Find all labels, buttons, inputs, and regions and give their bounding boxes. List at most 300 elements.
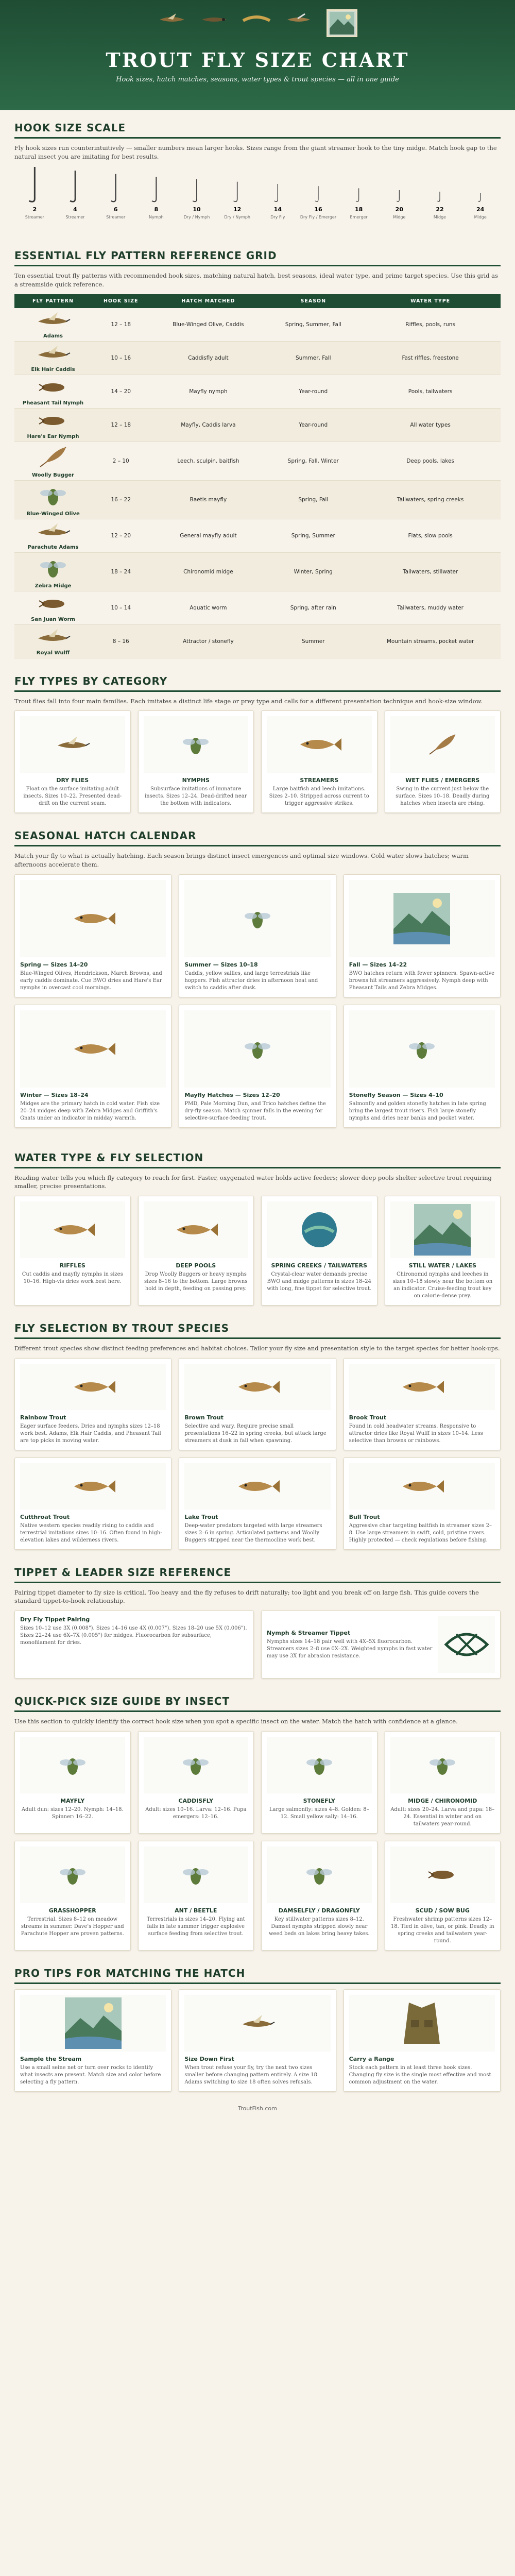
water-cell: Mountain streams, pocket water (360, 624, 501, 658)
hook-type-label: Dry / Nymph (183, 215, 210, 220)
hook-size-cell: 10 – 14 (92, 591, 150, 624)
hook-type-label: Dry / Nymph (224, 215, 250, 220)
info-card (261, 1196, 377, 1306)
hook-type-label: Midge (393, 215, 406, 220)
card-description: Terrestrials in sizes 14–20. Flying ant falls in late summer trigger explosive surface feeding from selective trout. (146, 1916, 245, 1937)
fly-icon (242, 9, 271, 30)
card-title: Mayfly Hatches — Sizes 12–20 (184, 1091, 280, 1098)
insect-cards (14, 1731, 501, 1951)
info-card (385, 1196, 501, 1306)
card-illustration-icon (267, 1846, 372, 1903)
card-title: Size Down First (184, 2055, 234, 2062)
hatch-card (14, 874, 171, 997)
card-illustration-icon (184, 1995, 330, 2052)
card-title: Summer — Sizes 10–18 (184, 961, 258, 968)
fly-name: Adams (43, 333, 63, 339)
section-intro: Trout flies fall into four main families. Each imitates a distinct life stage or prey type and calls for a different presentation technique and hook-size window. (14, 697, 483, 705)
fly-pattern-cell (14, 308, 92, 342)
card-description: Subsurface imitations of immature insects. Sizes 12–24. Dead-drifted near the bottom with indicators. (144, 786, 247, 807)
hatch-illustration-icon (20, 880, 166, 957)
card-title: Sample the Stream (20, 2055, 82, 2062)
card-title: Brook Trout (349, 1414, 387, 1421)
hook-type-label: Midge (474, 215, 487, 220)
hatch-cell: Caddisfly adult (150, 341, 266, 375)
hook-icon (478, 193, 480, 201)
hatch-calendar-section (0, 818, 515, 1140)
card-title: Nymph & Streamer Tippet (267, 1629, 351, 1636)
fly-name: Pheasant Tail Nymph (22, 400, 84, 406)
card-description: PMD, Pale Morning Dun, and Trico hatches define the dry-fly season. Match spinner falls in the evening for selective-surface-feeding trout. (184, 1100, 326, 1121)
card-illustration-icon (20, 716, 125, 773)
water-cell: Tailwaters, spring creeks (360, 480, 501, 519)
card-title: ANT / BEETLE (175, 1907, 217, 1914)
fly-pattern-icon (35, 444, 71, 471)
card-illustration-icon (390, 1846, 495, 1903)
hook-type-label: Midge (433, 215, 447, 220)
info-card (14, 1989, 171, 2092)
table-row (14, 442, 501, 480)
hook-icon (274, 184, 278, 201)
card-illustration-icon (184, 1364, 330, 1410)
hatch-cards (14, 874, 501, 1128)
card-description: When trout refuse your fly, try the next two sizes smaller before changing pattern entirely. A size 18 Adams switching to size 18 often solves refusals. (184, 2064, 317, 2085)
section-title: FLY TYPES BY CATEGORY (14, 675, 501, 692)
hook-icon (315, 187, 318, 202)
card-illustration-icon (20, 1463, 166, 1510)
hatch-row (14, 1005, 501, 1128)
hook-type-label: Streamer (65, 215, 85, 220)
page-header (0, 0, 515, 110)
hook-icon (152, 177, 156, 202)
card-description: Key stillwater patterns sizes 8–12. Damsel nymphs stripped slowly near weed beds on lakes bring heavy takes. (268, 1916, 370, 1937)
water-type-cards (14, 1196, 501, 1306)
card-illustration-icon (349, 1463, 495, 1510)
hatch-cell: Mayfly nymph (150, 375, 266, 408)
tippet-card (261, 1611, 501, 1679)
fly-pattern-cell (14, 552, 92, 591)
fly-pattern-icon (35, 411, 71, 433)
section-intro: Pairing tippet diameter to fly size is critical. Too heavy and the fly refuses to drift naturally; too light and you break off on large fish. This guide covers the standard tippet-to-hook relationship. (14, 1588, 479, 1605)
card-illustration-icon (20, 1995, 166, 2052)
tips-section (0, 1956, 515, 2097)
card-title: Dry Fly Tippet Pairing (20, 1616, 90, 1623)
card-title: GRASSHOPPER (48, 1907, 96, 1914)
card-illustration-icon (349, 1364, 495, 1410)
water-cell: Fast riffles, freestone (360, 341, 501, 375)
fly-name: Zebra Midge (35, 583, 72, 589)
card-title: SCUD / SOW BUG (415, 1907, 470, 1914)
water-cell: Pools, tailwaters (360, 375, 501, 408)
card-title: STREAMERS (300, 777, 339, 784)
season-cell: Year-round (266, 408, 360, 442)
card-title: Winter — Sizes 18–24 (20, 1091, 89, 1098)
hook-size-label: 8 (154, 206, 159, 213)
card-illustration-icon (144, 1846, 249, 1903)
card-illustration-icon (267, 716, 372, 773)
fly-pattern-cell (14, 519, 92, 552)
card-title: Rainbow Trout (20, 1414, 66, 1421)
hatch-card (179, 1005, 336, 1128)
fly-name: Parachute Adams (27, 544, 79, 550)
section-intro: Fly hook sizes run counterintuitively — smaller numbers mean larger hooks. Sizes range from the giant streamer hook to the tiny midge. Match hook gap to the natural insect you are imitating for best results. (14, 144, 497, 160)
hook-scale-chart (14, 166, 501, 228)
info-card (138, 710, 254, 813)
tippet-card (14, 1611, 254, 1679)
card-title: DRY FLIES (56, 777, 89, 784)
hatch-illustration-icon (184, 1010, 330, 1088)
season-cell: Spring, Summer, Fall (266, 308, 360, 342)
water-type-section (0, 1140, 515, 1311)
card-title: CADDISFLY (178, 1797, 214, 1804)
hatch-cell: Leech, sculpin, baitfish (150, 442, 266, 480)
fly-pattern-icon (35, 627, 71, 649)
logo-icon (327, 9, 357, 37)
card-description: Float on the surface imitating adult insects. Sizes 10–22. Presented dead-drift on the current seam. (23, 786, 122, 807)
section-title: FLY SELECTION BY TROUT SPECIES (14, 1322, 501, 1339)
section-intro: Use this section to quickly identify the correct hook size when you spot a specific insect on the water. Match the hatch with confidence at a glance. (14, 1718, 458, 1725)
hook-icon (193, 179, 197, 201)
card-illustration-icon (20, 1364, 166, 1410)
species-section (0, 1311, 515, 1555)
info-card (261, 1731, 377, 1834)
table-row (14, 591, 501, 624)
water-cell: All water types (360, 408, 501, 442)
table-row (14, 308, 501, 342)
card-title: Spring — Sizes 14–20 (20, 961, 88, 968)
info-card (385, 710, 501, 813)
fly-name: Hare's Ear Nymph (27, 433, 79, 439)
card-description: Selective and wary. Require precise small presentations 16–22 in spring creeks, but attack large streamers at dusk in fall when spawning. (184, 1423, 327, 1444)
card-illustration-icon (20, 1846, 125, 1903)
section-title: WATER TYPE & FLY SELECTION (14, 1151, 501, 1168)
hook-type-label: Streamer (106, 215, 126, 220)
card-title: SPRING CREEKS / TAILWATERS (271, 1262, 367, 1269)
hatch-cell: Attractor / stonefly (150, 624, 266, 658)
header-fly-icons (0, 0, 515, 37)
hook-size-label: 10 (193, 206, 201, 213)
fly-pattern-cell (14, 408, 92, 442)
hook-icon (437, 192, 440, 201)
hatch-illustration-icon (349, 1010, 495, 1088)
info-card (14, 710, 131, 813)
card-description: Sizes 10–12 use 3X (0.008"). Sizes 14–16 use 4X (0.007"). Sizes 18–20 use 5X (0.006"). Sizes 22–24 use 6X–7X (0.005") for midges. Fluorocarbon for subsurface, monofilament for dries. (20, 1625, 247, 1646)
section-intro: Reading water tells you which fly category to reach for first. Faster, oxygenated water holds active feeders; slower deep pools shelter selective trout requiring smaller, precise presentations. (14, 1174, 492, 1190)
fly-pattern-cell (14, 624, 92, 658)
hook-scale-section (0, 110, 515, 238)
hook-size-label: 18 (355, 206, 363, 213)
hatch-card (344, 874, 501, 997)
hook-icon (70, 171, 75, 202)
info-card (344, 1989, 501, 2092)
card-title: Cutthroat Trout (20, 1513, 70, 1520)
card-description: Native western species readily rising to caddis and terrestrial imitations sizes 10–16. Often found in high-elevation lakes and wilderness rivers. (20, 1522, 162, 1543)
info-card (261, 1841, 377, 1951)
water-cell: Deep pools, lakes (360, 442, 501, 480)
hook-size-label: 16 (314, 206, 322, 213)
hatch-card (344, 1005, 501, 1128)
card-title: STILL WATER / LAKES (408, 1262, 476, 1269)
card-illustration-icon (144, 1201, 249, 1258)
fly-icon (284, 9, 313, 30)
info-card (179, 1989, 336, 2092)
card-illustration-icon (20, 1737, 125, 1793)
hatch-row (14, 874, 501, 997)
tippet-section (0, 1555, 515, 1684)
fly-pattern-icon (35, 377, 71, 399)
fly-pattern-icon (35, 555, 71, 582)
info-card (14, 1358, 171, 1450)
card-illustration-icon (390, 716, 495, 773)
card-description: Adult dun: sizes 12–20. Nymph: 14–18. Spinner: 16–22. (21, 1806, 124, 1820)
fly-name: Elk Hair Caddis (31, 366, 75, 372)
section-title: PRO TIPS FOR MATCHING THE HATCH (14, 1967, 501, 1984)
fly-icon (200, 9, 229, 30)
card-title: DAMSELFLY / DRAGONFLY (278, 1907, 360, 1914)
info-card (344, 1458, 501, 1550)
card-description: Use a small seine net or turn over rocks to identify what insects are present. Match size and color before selecting a fly pattern. (20, 2064, 161, 2085)
card-illustration-icon (20, 1201, 125, 1258)
hatch-card (14, 1005, 171, 1128)
fly-pattern-cell (14, 442, 92, 480)
card-description: Drop Woolly Buggers or heavy nymphs sizes 8–16 to the bottom. Large browns hold in depth, feeding on passing prey. (144, 1272, 248, 1292)
hook-type-label: Streamer (25, 215, 44, 220)
card-description: Stock each pattern in at least three hook sizes. Changing fly size is the single most effective and most common adjustment on the water. (349, 2064, 491, 2085)
card-illustration-icon (390, 1737, 495, 1793)
card-description: Eager surface feeders. Dries and nymphs sizes 12–18 work best. Adams, Elk Hair Caddis, and Pheasant Tail are top picks in moving water. (20, 1423, 161, 1444)
fly-pattern-cell (14, 375, 92, 408)
hatch-cell: Blue-Winged Olive, Caddis (150, 308, 266, 342)
hook-type-label: Dry Fly (270, 215, 285, 220)
card-description: Adult: sizes 10–16. Larva: 12–16. Pupa emergers: 12–16. (145, 1806, 247, 1820)
card-description: Freshwater shrimp patterns sizes 12–18. Tied in olive, tan, or pink. Deadly in spring creeks and tailwaters year-round. (390, 1916, 494, 1944)
card-title: Carry a Range (349, 2055, 394, 2062)
hook-scale-svg (14, 166, 501, 228)
section-intro: Match your fly to what is actually hatching. Each season brings distinct insect emergences and optimal size windows. Cold water slows hatches; warm afternoons accelerate them. (14, 852, 469, 869)
info-card (261, 710, 377, 813)
hook-size-cell: 18 – 24 (92, 552, 150, 591)
card-description: Salmonfly and golden stonefly hatches in late spring bring the largest trout risers. Fish large stonefly nymphs and dries near banks and pocket water. (349, 1100, 486, 1121)
fly-pattern-icon (35, 594, 71, 616)
card-illustration-icon (267, 1737, 372, 1793)
table-row (14, 624, 501, 658)
fly-pattern-cell (14, 480, 92, 519)
water-cell: Tailwaters, muddy water (360, 591, 501, 624)
hatch-illustration-icon (184, 880, 330, 957)
hook-icon (397, 190, 399, 201)
fly-name: San Juan Worm (31, 616, 75, 622)
hook-size-cell: 16 – 22 (92, 480, 150, 519)
season-cell: Year-round (266, 375, 360, 408)
table-row (14, 552, 501, 591)
info-card (14, 1458, 171, 1550)
card-title: Bull Trout (349, 1513, 380, 1520)
table-row (14, 341, 501, 375)
card-illustration-icon (390, 1201, 495, 1258)
card-title: DEEP POOLS (176, 1262, 216, 1269)
section-title: ESSENTIAL FLY PATTERN REFERENCE GRID (14, 249, 501, 266)
hook-size-cell: 12 – 20 (92, 519, 150, 552)
table-row (14, 480, 501, 519)
species-cards (14, 1358, 501, 1550)
card-illustration-icon (144, 716, 249, 773)
info-card (385, 1731, 501, 1834)
card-description: Cut caddis and mayfly nymphs in sizes 10–16. High-vis dries work best here. (22, 1272, 123, 1285)
card-description: Deep-water predators targeted with large streamers sizes 2–6 in spring. Articulated patterns and Woolly Buggers stripped near the thermocline work best. (184, 1522, 322, 1543)
table-row (14, 519, 501, 552)
page-title: TROUT FLY SIZE CHART (106, 48, 409, 72)
hook-size-label: 4 (73, 206, 77, 213)
season-cell: Summer (266, 624, 360, 658)
card-description: Swing in the current just below the surface. Sizes 10–18. Deadly during hatches when insects are rising. (396, 786, 490, 807)
hook-size-cell: 2 – 10 (92, 442, 150, 480)
hook-icon (111, 174, 116, 202)
fly-icon (158, 9, 186, 30)
info-card (138, 1841, 254, 1951)
hook-size-cell: 12 – 18 (92, 408, 150, 442)
fly-name: Blue-Winged Olive (26, 511, 80, 517)
info-card (14, 1841, 131, 1951)
section-intro: Different trout species show distinct feeding preferences and habitat choices. Tailor your fly size and presentation style to the target species for better hook-ups. (14, 1345, 500, 1352)
hook-size-cell: 8 – 16 (92, 624, 150, 658)
fly-name: Woolly Bugger (31, 472, 75, 478)
card-description: Large salmonfly: sizes 4–8. Golden: 8–12. Small yellow sally: 14–16. (269, 1806, 369, 1820)
info-card (138, 1731, 254, 1834)
card-description: Chironomid nymphs and leeches in sizes 10–18 slowly near the bottom on an indicator. Cruise-feeding trout key on calorie-dense prey. (392, 1272, 493, 1299)
table-row (14, 408, 501, 442)
season-cell: Winter, Spring (266, 552, 360, 591)
info-card (14, 1731, 131, 1834)
column-header: FLY PATTERN (14, 294, 92, 308)
hatch-card (179, 874, 336, 997)
hook-type-label: Emerger (350, 215, 368, 220)
season-cell: Spring, Fall (266, 480, 360, 519)
hatch-cell: General mayfly adult (150, 519, 266, 552)
hook-size-label: 24 (476, 206, 485, 213)
table-row (14, 375, 501, 408)
card-description: BWO hatches return with fewer spinners. Spawn-active browns hit streamers aggressively. Nymph deep with Pheasant Tails and Zebra Midges. (349, 970, 495, 991)
card-description: Aggressive char targeting baitfish in streamer sizes 2–8. Use large streamers in swift, cold, pristine rivers. Highly protected — check regulations before fishing. (349, 1522, 492, 1543)
season-cell: Spring, after rain (266, 591, 360, 624)
table-body (14, 308, 501, 658)
card-title: Fall — Sizes 14–22 (349, 961, 407, 968)
column-header: HATCH MATCHED (150, 294, 266, 308)
reference-grid-section (0, 238, 515, 663)
card-description: Crystal-clear water demands precise BWO and midge patterns in sizes 18–24 with long, fine tippet for selective trout. (267, 1272, 372, 1292)
card-description: Found in cold headwater streams. Responsive to attractor dries like Royal Wulff in sizes 10–14. Less selective than browns or rainbows. (349, 1423, 483, 1444)
hook-icon (29, 167, 35, 201)
water-cell: Riffles, pools, runs (360, 308, 501, 342)
card-title: Lake Trout (184, 1513, 218, 1520)
card-illustration-icon (184, 1463, 330, 1510)
card-description: Terrestrial. Sizes 8–12 on meadow streams in summer. Dave's Hopper and Parachute Hopper are proven patterns. (21, 1916, 124, 1937)
section-intro: Ten essential trout fly patterns with recommended hook sizes, matching natural hatch, best seasons, ideal water type, and prime target species. Use this grid as a streamside quick reference. (14, 272, 498, 289)
insect-section (0, 1684, 515, 1956)
card-title: STONEFLY (303, 1797, 335, 1804)
info-card (14, 1196, 131, 1306)
hook-size-label: 2 (32, 206, 37, 213)
card-description: Large baitfish and leech imitations. Sizes 2–10. Stripped across current to trigger aggressive strikes. (269, 786, 369, 807)
fly-pattern-cell (14, 591, 92, 624)
page-footer: TroutFish.com (238, 2105, 277, 2112)
card-illustration-icon (144, 1737, 249, 1793)
card-title: MIDGE / CHIRONOMID (408, 1797, 477, 1804)
hook-size-label: 14 (273, 206, 282, 213)
hook-type-label: Dry Fly / Emerger (300, 215, 337, 220)
season-cell: Spring, Fall, Winter (266, 442, 360, 480)
hatch-cell: Baetis mayfly (150, 480, 266, 519)
hook-size-label: 20 (395, 206, 403, 213)
section-title: QUICK-PICK SIZE GUIDE BY INSECT (14, 1695, 501, 1712)
hook-size-cell: 10 – 16 (92, 341, 150, 375)
card-description: Adult: sizes 20–24. Larva and pupa: 18–24. Essential in winter and on tailwaters year-round. (390, 1806, 495, 1827)
water-cell: Flats, slow pools (360, 519, 501, 552)
card-title: RIFFLES (59, 1262, 85, 1269)
card-illustration-icon (267, 1201, 372, 1258)
card-title: Brown Trout (184, 1414, 224, 1421)
season-cell: Summer, Fall (266, 341, 360, 375)
fly-pattern-icon (35, 521, 71, 544)
column-header: HOOK SIZE (92, 294, 150, 308)
section-title: TIPPET & LEADER SIZE REFERENCE (14, 1566, 501, 1583)
card-description: Midges are the primary hatch in cold water. Fish size 20–24 midges deep with Zebra Midges and Griffith's Gnats under an indicator in midday warmth. (20, 1100, 160, 1121)
hatch-illustration-icon (349, 880, 495, 957)
section-title: SEASONAL HATCH CALENDAR (14, 829, 501, 846)
fly-reference-table (14, 294, 501, 658)
hook-type-label: Nymph (148, 215, 164, 220)
fly-name: Royal Wulff (36, 650, 70, 656)
tippet-cards (14, 1611, 501, 1679)
table-header-row (14, 294, 501, 308)
hook-size-cell: 12 – 18 (92, 308, 150, 342)
fly-types-section (0, 664, 515, 819)
section-title: HOOK SIZE SCALE (14, 122, 501, 139)
card-description: Blue-Winged Olives, Hendrickson, March Browns, and early caddis dominate. Cue BWO dries and Hare's Ear nymphs in overcast cool mornings. (20, 970, 162, 991)
info-card (344, 1358, 501, 1450)
hatch-cell: Mayfly, Caddis larva (150, 408, 266, 442)
info-card (179, 1458, 336, 1550)
column-header: WATER TYPE (360, 294, 501, 308)
column-header: SEASON (266, 294, 360, 308)
hatch-illustration-icon (20, 1010, 166, 1088)
water-cell: Tailwaters, stillwater (360, 552, 501, 591)
card-title: MAYFLY (60, 1797, 85, 1804)
hook-size-label: 12 (233, 206, 242, 213)
info-card (179, 1358, 336, 1450)
card-title: WET FLIES / EMERGERS (405, 777, 480, 784)
season-cell: Spring, Summer (266, 519, 360, 552)
hook-icon (356, 189, 358, 202)
info-card (385, 1841, 501, 1951)
hook-size-cell: 14 – 20 (92, 375, 150, 408)
page-subtitle: Hook sizes, hatch matches, seasons, water types & trout species — all in one guide (116, 76, 399, 83)
tip-cards (14, 1989, 501, 2092)
hatch-cell: Chironomid midge (150, 552, 266, 591)
fly-pattern-cell (14, 341, 92, 375)
knot-icon (438, 1616, 495, 1673)
hook-size-label: 22 (436, 206, 444, 213)
fly-pattern-icon (35, 310, 71, 332)
fly-type-cards (14, 710, 501, 813)
hatch-cell: Aquatic worm (150, 591, 266, 624)
card-description: Caddis, yellow sallies, and large terrestrials like hoppers. Fish attractor dries in afternoon heat and switch to caddis after dusk. (184, 970, 318, 991)
fly-pattern-icon (35, 344, 71, 366)
card-description: Nymphs sizes 14–18 pair well with 4X–5X fluorocarbon. Streamers sizes 2–8 use 0X–2X. Weighted nymphs in fast water may use 3X for abrasion resistance. (267, 1638, 433, 1659)
fly-pattern-icon (35, 483, 71, 510)
card-title: NYMPHS (182, 777, 210, 784)
card-title: Stonefly Season — Sizes 4–10 (349, 1091, 443, 1098)
hook-icon (234, 182, 237, 202)
info-card (138, 1196, 254, 1306)
